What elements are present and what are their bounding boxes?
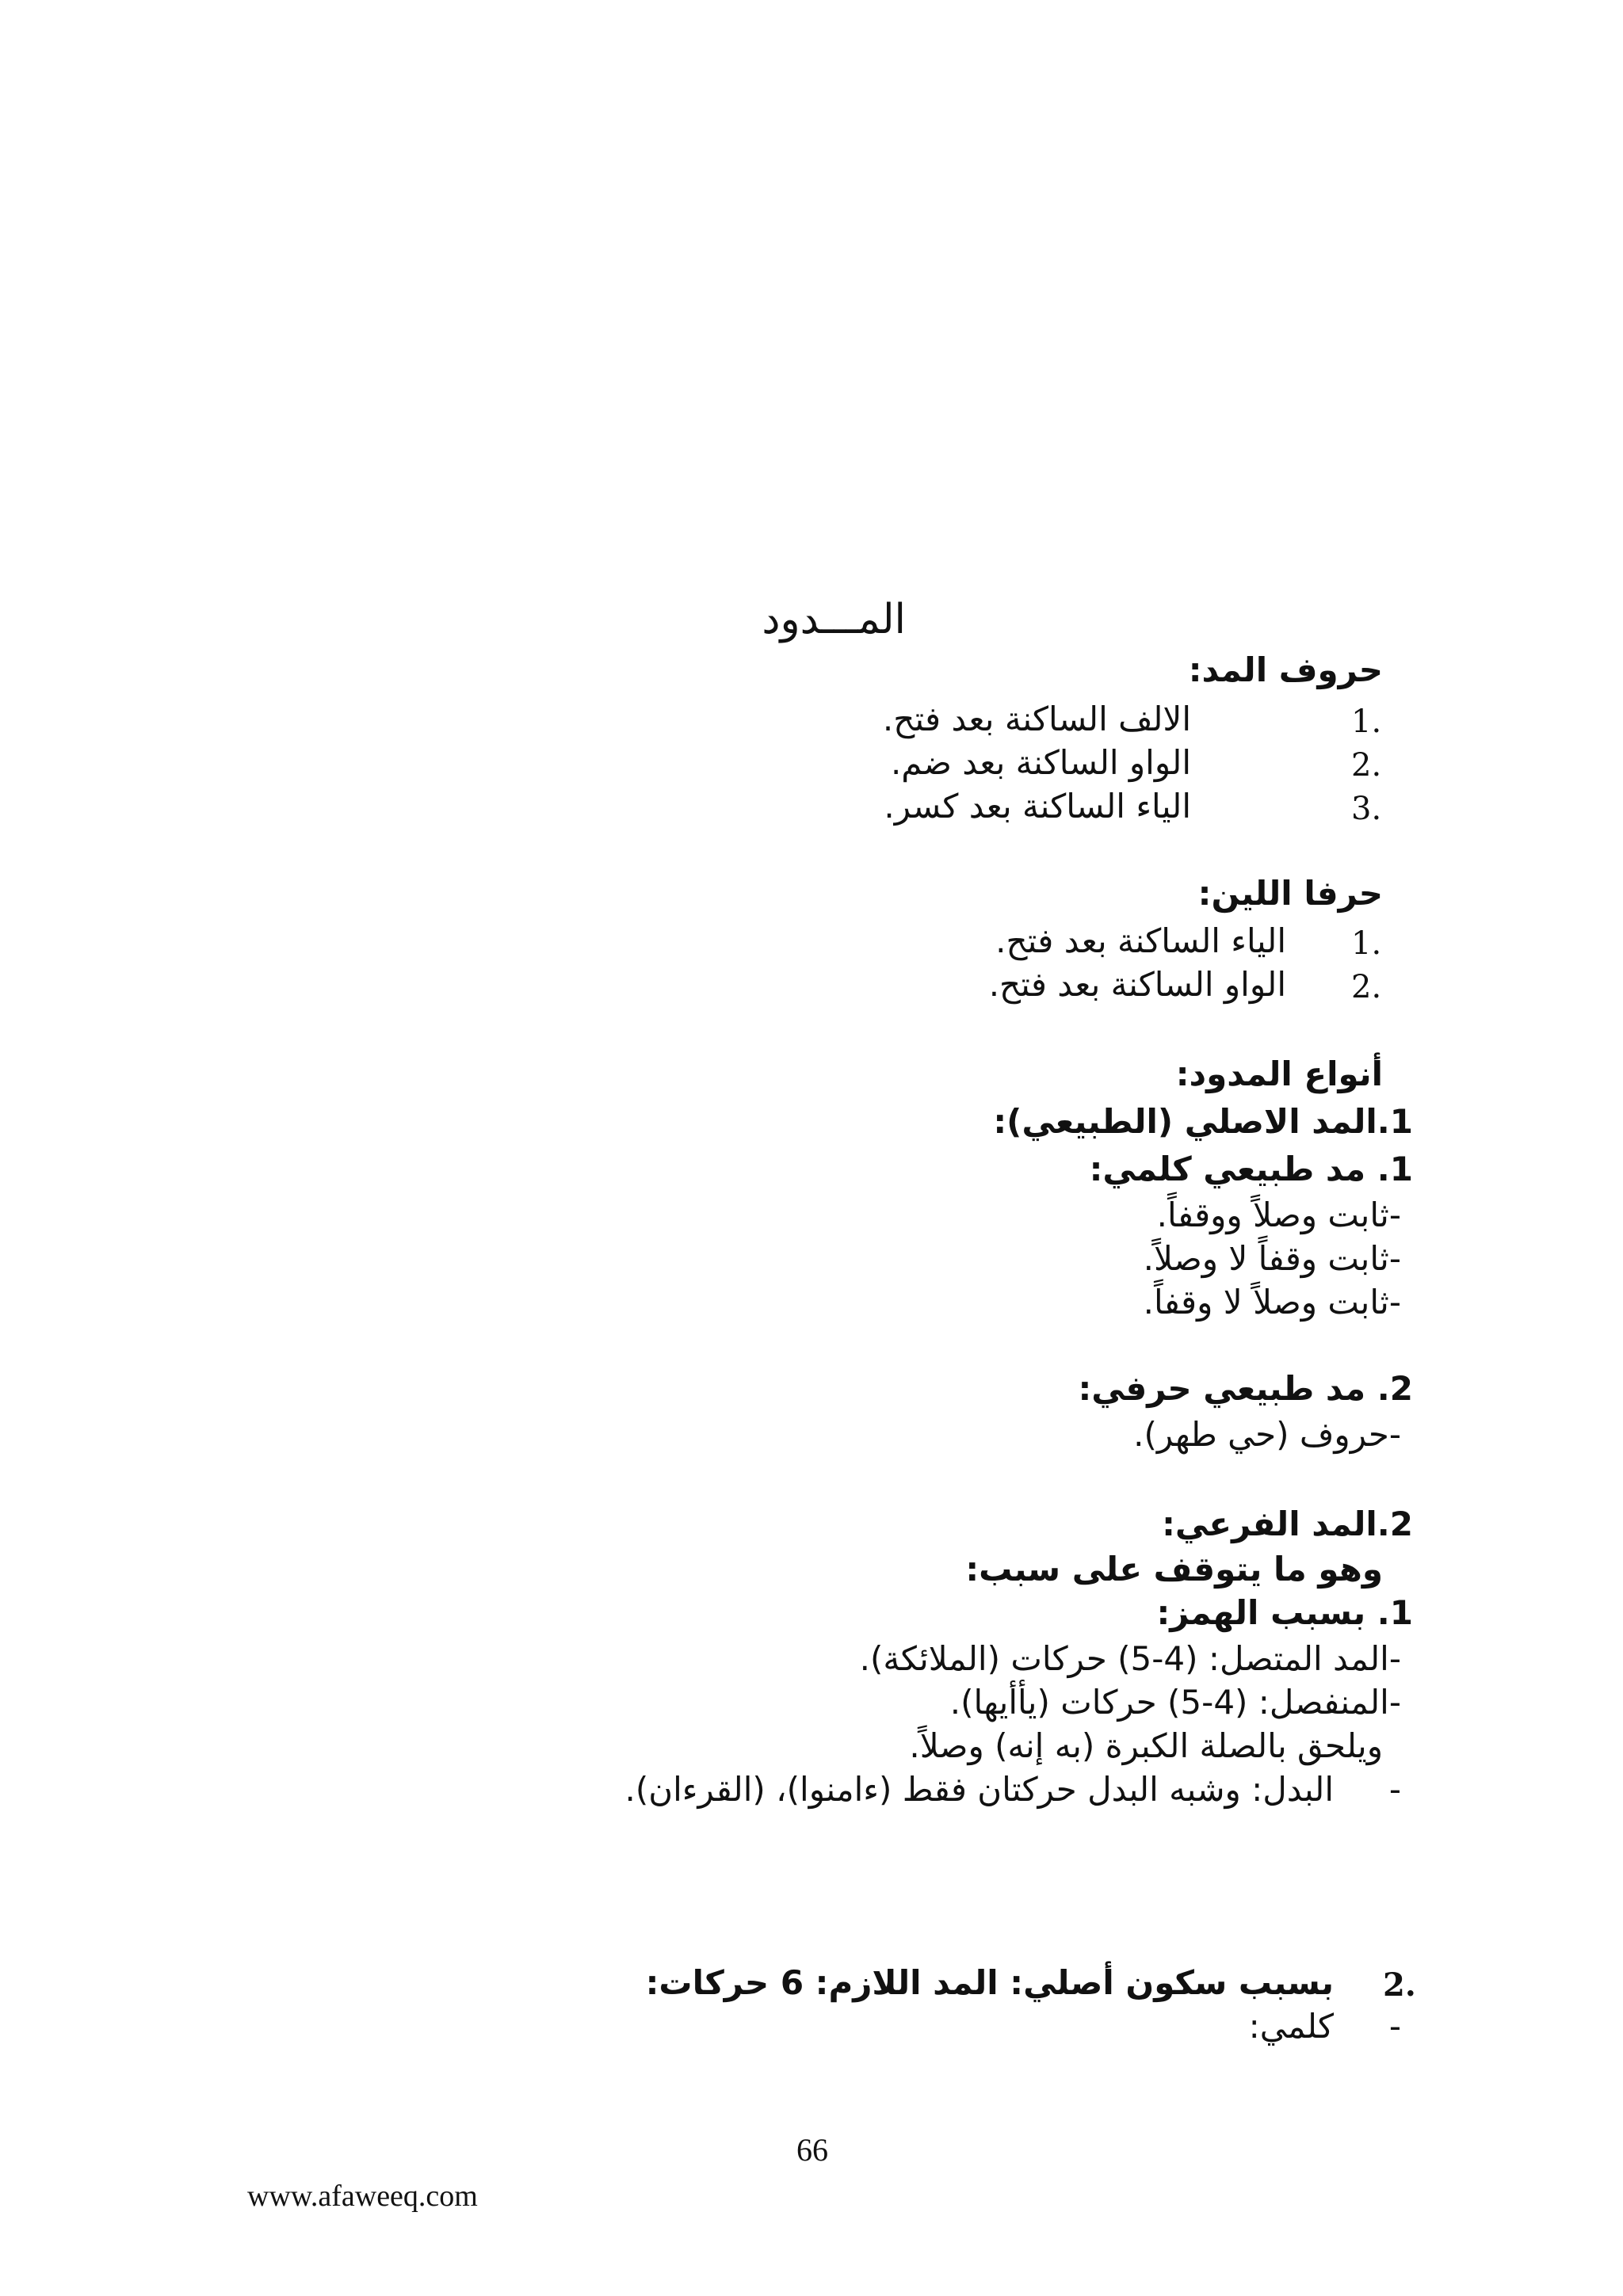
madd-item-1-number: 1. [1351,704,1382,740]
harfi-item-1: -حروف (حي طهر). [1133,1415,1401,1454]
madd-letters-heading: حروف المد: [1188,650,1383,689]
sukoon-heading: بسبب سكون أصلي: المد اللازم: 6 حركات: [645,1963,1334,2002]
kalimi-item-2: -ثابت وقفاً لا وصلاً. [1143,1239,1401,1278]
far3i-description: وهو ما يتوقف على سبب: [965,1550,1383,1589]
page-title: المـــدود [762,596,906,643]
types-heading: أنواع المدود: [1175,1055,1383,1093]
leen-letters-heading: حرفا اللين: [1197,874,1383,913]
badal-dash: - [1388,1770,1401,1809]
madd-item-2-number: 2. [1351,747,1382,784]
madd-item-3-text: الياء الساكنة بعد كسر. [884,787,1191,826]
badal-item: البدل: وشبه البدل حركتان فقط (ءامنوا)، (القرءان). [624,1770,1334,1809]
far3i-heading: 2.المد الفرعي: [1162,1505,1413,1543]
leen-item-1-number: 1. [1351,925,1382,962]
sukoon-sub-item: كلمي: [1248,2007,1334,2046]
kalimi-item-3: -ثابت وصلاً لا وقفاً. [1143,1283,1401,1322]
madd-item-2-text: الواو الساكنة بعد ضم. [890,743,1191,782]
asli-heading: 1.المد الاصلي (الطبيعي): [993,1102,1413,1141]
madd-item-1-text: الالف الساكنة بعد فتح. [882,700,1191,738]
leen-item-1-text: الياء الساكنة بعد فتح. [995,921,1286,960]
sukoon-sub-dash: - [1388,2007,1401,2046]
hamz-item-2: -المنفصل: (4-5) حركات (يأأيها). [949,1683,1401,1722]
kalimi-heading: 1. مد طبيعي كلمي: [1089,1150,1413,1188]
madd-item-3-number: 3. [1351,791,1382,827]
leen-item-2-text: الواو الساكنة بعد فتح. [988,965,1286,1004]
hamz-item-1: -المد المتصل: (4-5) حركات (الملائكة). [859,1639,1401,1678]
hamz-item-3: ويلحق بالصلة الكبرة (به إنه) وصلاً. [909,1726,1383,1765]
leen-item-2-number: 2. [1351,969,1382,1005]
harfi-heading: 2. مد طبيعي حرفي: [1078,1369,1413,1408]
hamz-heading: 1. بسبب الهمز: [1156,1593,1413,1632]
footer-url: www.afaweeq.com [247,2180,478,2213]
page-number: 66 [796,2132,828,2168]
sukoon-number: 2. [1383,1966,1416,2004]
kalimi-item-1: -ثابت وصلاً ووقفاً. [1156,1196,1401,1234]
